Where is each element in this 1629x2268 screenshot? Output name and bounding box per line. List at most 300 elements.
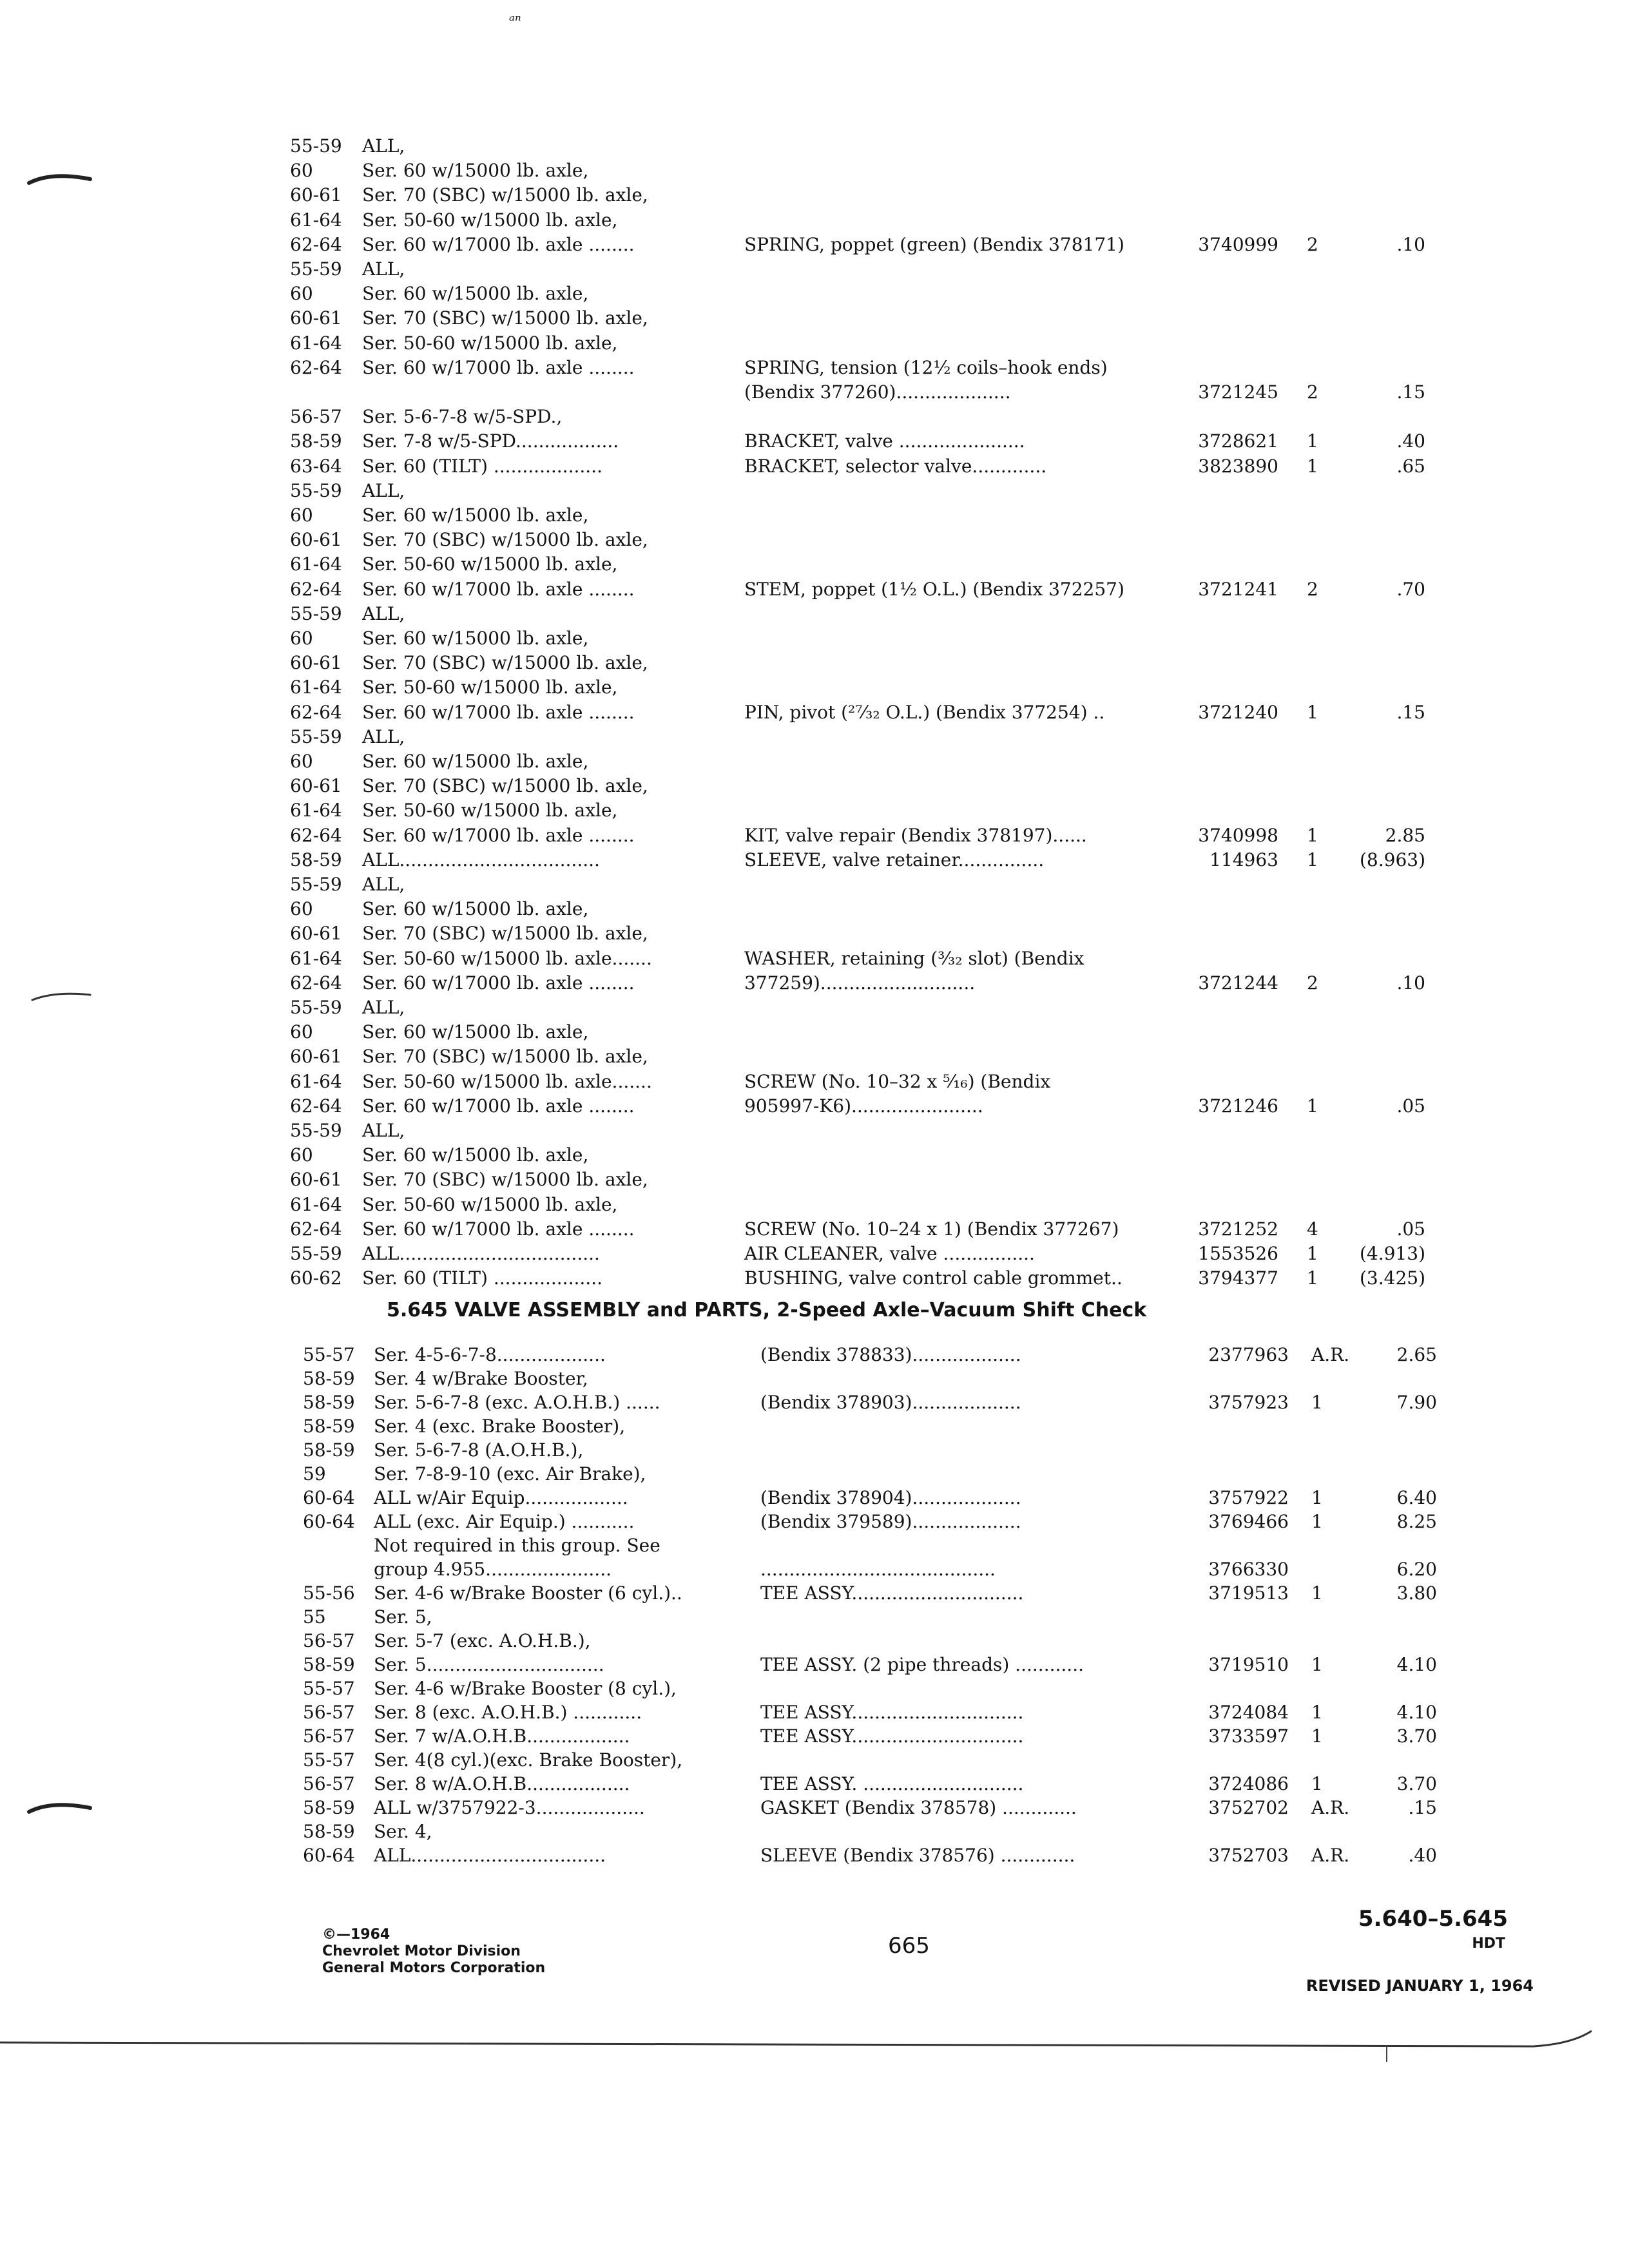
copyright-block [322, 1927, 545, 1977]
model-year: 60-61 [290, 652, 342, 674]
series-application: ALL w/Air Equip.................. [374, 1487, 628, 1508]
price: (3.425) [1359, 1267, 1425, 1289]
price: 3.80 [1396, 1582, 1437, 1604]
table-row [0, 626, 1629, 651]
quantity: 1 [1307, 849, 1318, 870]
model-year: 60 [290, 505, 313, 526]
part-number: 114963 [1210, 849, 1278, 870]
series-application: ALL.................................. [374, 1845, 606, 1866]
table-row [0, 1510, 1629, 1534]
part-number: 3757922 [1208, 1487, 1289, 1508]
model-year: 56-57 [303, 1702, 355, 1723]
table-row [0, 306, 1629, 331]
part-number: 3752703 [1208, 1845, 1289, 1866]
table-row [0, 1343, 1629, 1367]
model-year: 61-64 [290, 1193, 342, 1215]
model-year: 61-64 [290, 800, 342, 822]
table-row [0, 1581, 1629, 1606]
table-row [0, 774, 1629, 798]
part-number: 3724086 [1208, 1773, 1289, 1794]
table-row [0, 1414, 1629, 1439]
table-row [0, 552, 1629, 577]
model-year: 58-59 [303, 1654, 355, 1675]
series-application: ALL, [362, 726, 405, 747]
section-range: 5.640–5.645 [1358, 1906, 1508, 1932]
quantity: 1 [1311, 1392, 1323, 1413]
quantity: 1 [1307, 824, 1318, 846]
table-row [0, 503, 1629, 528]
series-application: ALL, [362, 997, 405, 1018]
part-description: 377259)........................... [744, 972, 976, 994]
table-row [0, 897, 1629, 921]
series-application: Ser. 70 (SBC) w/15000 lb. axle, [362, 923, 648, 945]
table-row [0, 1020, 1629, 1044]
part-number: 3721246 [1198, 1095, 1278, 1117]
table-row [0, 1462, 1629, 1486]
price: .10 [1396, 972, 1425, 994]
model-year: 55-57 [303, 1678, 355, 1699]
model-year: 60 [290, 898, 313, 920]
series-application: Ser. 7 w/A.O.H.B.................. [374, 1725, 630, 1747]
part-number: 3721244 [1198, 972, 1278, 994]
price: .15 [1396, 701, 1425, 723]
price: .65 [1396, 455, 1425, 477]
table-row [0, 1629, 1629, 1653]
price: 2.65 [1396, 1344, 1437, 1365]
model-year: 60-64 [303, 1487, 355, 1508]
model-year: 63-64 [290, 455, 342, 477]
table-row [0, 700, 1629, 725]
table-row [0, 331, 1629, 356]
model-year: 56-57 [303, 1725, 355, 1747]
quantity: 2 [1307, 578, 1318, 600]
series-application: Ser. 60 w/15000 lb. axle, [362, 898, 589, 920]
series-application: Ser. 50-60 w/15000 lb. axle, [362, 209, 618, 231]
model-year: 55-59 [290, 997, 342, 1018]
part-number: 3719513 [1208, 1582, 1289, 1604]
table-row [0, 947, 1629, 971]
part-description: BUSHING, valve control cable grommet.. [744, 1267, 1123, 1289]
series-application: Ser. 5-6-7-8 (exc. A.O.H.B.) ...... [374, 1392, 660, 1413]
model-year: 55 [303, 1606, 326, 1628]
series-application: ALL................................... [362, 849, 600, 870]
price: 6.40 [1396, 1487, 1437, 1508]
series-application: Ser. 5-6-7-8 w/5-SPD., [362, 406, 563, 428]
part-description: (Bendix 379589)................... [760, 1511, 1021, 1532]
model-year: 55-56 [303, 1582, 355, 1604]
table-row [0, 725, 1629, 749]
part-description: AIR CLEANER, valve ................ [744, 1243, 1035, 1264]
series-application: Ser. 4-5-6-7-8................... [374, 1344, 606, 1365]
series-application: Ser. 5............................... [374, 1654, 604, 1675]
quantity: 1 [1307, 1095, 1318, 1117]
table-row [0, 1193, 1629, 1217]
model-year: 62-64 [290, 1218, 342, 1240]
table-row [0, 651, 1629, 675]
series-application: Ser. 60 (TILT) ................... [362, 1267, 602, 1289]
model-year: 59 [303, 1463, 326, 1485]
part-description: STEM, poppet (1½ O.L.) (Bendix 372257) [744, 578, 1124, 600]
part-number: 3794377 [1198, 1267, 1278, 1289]
model-year: 60-61 [290, 1046, 342, 1068]
model-year: 58-59 [303, 1368, 355, 1389]
part-description: TEE ASSY.............................. [760, 1582, 1024, 1604]
price: 3.70 [1396, 1773, 1437, 1794]
top-stray-mark: ᵃⁿ [509, 12, 521, 30]
series-application: Ser. 8 w/A.O.H.B.................. [374, 1773, 630, 1794]
series-application: Not required in this group. See [374, 1535, 660, 1556]
part-number: 3823890 [1198, 455, 1278, 477]
series-application: Ser. 60 w/17000 lb. axle ........ [362, 824, 635, 846]
copyright-line: ©—1964 [322, 1927, 390, 1943]
series-application: ALL, [362, 135, 405, 157]
series-application: Ser. 60 (TILT) ................... [362, 455, 602, 477]
series-application: Ser. 50-60 w/15000 lb. axle, [362, 553, 618, 575]
series-application: ALL, [362, 1120, 405, 1141]
table-row [0, 1367, 1629, 1391]
series-application: ALL, [362, 479, 405, 501]
table-row [0, 798, 1629, 823]
price: .40 [1408, 1845, 1437, 1866]
model-year: 58-59 [303, 1416, 355, 1437]
table-row [0, 282, 1629, 306]
quantity: A.R. [1311, 1845, 1350, 1866]
model-year: 60-61 [290, 1169, 342, 1191]
table-row [0, 749, 1629, 774]
table-row [0, 1044, 1629, 1069]
part-number: 3721252 [1198, 1218, 1278, 1240]
model-year: 62-64 [290, 233, 342, 255]
section-heading: 5.645 VALVE ASSEMBLY and PARTS, 2-Speed Axle–Vacuum Shift Check [387, 1299, 1147, 1321]
table-row [0, 1605, 1629, 1629]
series-application: Ser. 5-6-7-8 (A.O.H.B.), [374, 1439, 584, 1461]
table-row [0, 1820, 1629, 1844]
table-row [0, 257, 1629, 282]
quantity: 2 [1307, 233, 1318, 255]
series-application: Ser. 60 w/15000 lb. axle, [362, 1144, 589, 1166]
series-application: Ser. 4 (exc. Brake Booster), [374, 1416, 626, 1437]
part-description: KIT, valve repair (Bendix 378197)...... [744, 824, 1087, 846]
table-row [0, 380, 1629, 405]
part-description: TEE ASSY.............................. [760, 1702, 1024, 1723]
table-row [0, 1438, 1629, 1463]
model-year: 60 [290, 160, 313, 182]
part-number: 2377963 [1208, 1344, 1289, 1365]
table-row [0, 848, 1629, 872]
series-application: Ser. 50-60 w/15000 lb. axle, [362, 332, 618, 354]
series-application: Ser. 4, [374, 1821, 432, 1842]
price: .15 [1396, 381, 1425, 403]
model-year: 58-59 [303, 1821, 355, 1842]
table-row [0, 1700, 1629, 1725]
part-number: 3733597 [1208, 1725, 1289, 1747]
quantity: 1 [1311, 1725, 1323, 1747]
part-number: 3769466 [1208, 1511, 1289, 1532]
model-year: 60 [290, 1144, 313, 1166]
series-application: Ser. 7-8 w/5-SPD.................. [362, 430, 619, 452]
model-year: 55-59 [290, 874, 342, 895]
series-application: Ser. 60 w/15000 lb. axle, [362, 160, 589, 182]
table-row [0, 183, 1629, 207]
series-application: Ser. 4-6 w/Brake Booster (8 cyl.), [374, 1678, 677, 1699]
section-code: HDT [1472, 1936, 1505, 1952]
part-number: 3724084 [1208, 1702, 1289, 1723]
part-number: 3766330 [1208, 1559, 1289, 1580]
series-application: Ser. 60 w/15000 lb. axle, [362, 628, 589, 649]
quantity: 2 [1307, 381, 1318, 403]
model-year: 60 [290, 751, 313, 772]
model-year: 55-57 [303, 1344, 355, 1365]
price: (4.913) [1359, 1243, 1425, 1264]
model-year: 55-59 [290, 602, 342, 624]
series-application: Ser. 5-7 (exc. A.O.H.B.), [374, 1630, 591, 1651]
corporation-line: General Motors Corporation [322, 1960, 546, 1976]
bottom-rule [0, 2022, 1629, 2067]
model-year: 62-64 [290, 824, 342, 846]
series-application: Ser. 60 w/15000 lb. axle, [362, 283, 589, 305]
price: .15 [1408, 1797, 1437, 1818]
table-row [0, 454, 1629, 479]
quantity: A.R. [1311, 1344, 1350, 1365]
part-number: 3719510 [1208, 1654, 1289, 1675]
table-row [0, 1557, 1629, 1582]
part-description: SLEEVE (Bendix 378576) ............. [760, 1845, 1075, 1866]
model-year: 60-61 [290, 184, 342, 206]
quantity: 1 [1311, 1654, 1323, 1675]
table-row [0, 1653, 1629, 1677]
model-year: 60-61 [290, 923, 342, 945]
model-year: 58-59 [290, 430, 342, 452]
part-number: 3728621 [1198, 430, 1278, 452]
table-row [0, 1843, 1629, 1868]
model-year: 60 [290, 628, 313, 649]
table-row [0, 872, 1629, 897]
series-application: Ser. 50-60 w/15000 lb. axle....... [362, 1070, 652, 1092]
price: 8.25 [1396, 1511, 1437, 1532]
series-application: Ser. 60 w/17000 lb. axle ........ [362, 233, 635, 255]
model-year: 62-64 [290, 701, 342, 723]
series-application: Ser. 4(8 cyl.)(exc. Brake Booster), [374, 1749, 683, 1771]
part-number: 3740998 [1198, 824, 1278, 846]
table-row [0, 1796, 1629, 1820]
table-row [0, 233, 1629, 257]
price: .05 [1396, 1218, 1425, 1240]
series-application: ALL, [362, 258, 405, 280]
series-application: Ser. 60 w/17000 lb. axle ........ [362, 701, 635, 723]
part-number: 3757923 [1208, 1392, 1289, 1413]
price: 7.90 [1396, 1392, 1437, 1413]
part-description: TEE ASSY. (2 pipe threads) ............ [760, 1654, 1084, 1675]
model-year: 62-64 [290, 972, 342, 994]
model-year: 58-59 [303, 1797, 355, 1818]
part-number: 3721240 [1198, 701, 1278, 723]
table-row [0, 1390, 1629, 1415]
model-year: 55-59 [290, 1120, 342, 1141]
quantity: 1 [1311, 1702, 1323, 1723]
model-year: 60 [290, 283, 313, 305]
model-year: 62-64 [290, 1095, 342, 1117]
part-description: TEE ASSY. ............................ [760, 1773, 1024, 1794]
table-row [0, 1677, 1629, 1701]
series-application: Ser. 70 (SBC) w/15000 lb. axle, [362, 652, 648, 674]
table-row [0, 528, 1629, 552]
price: 3.70 [1396, 1725, 1437, 1747]
model-year: 55-59 [290, 258, 342, 280]
revised-date: REVISED JANUARY 1, 1964 [1306, 1977, 1534, 1995]
table-row [0, 1143, 1629, 1168]
series-application: Ser. 60 w/17000 lb. axle ........ [362, 356, 635, 378]
series-application: Ser. 70 (SBC) w/15000 lb. axle, [362, 1046, 648, 1068]
part-description: SLEEVE, valve retainer............... [744, 849, 1045, 870]
quantity: 1 [1307, 701, 1318, 723]
quantity: A.R. [1311, 1797, 1350, 1818]
model-year: 61-64 [290, 332, 342, 354]
model-year: 61-64 [290, 677, 342, 698]
part-number: 3740999 [1198, 233, 1278, 255]
model-year: 58-59 [303, 1392, 355, 1413]
table-row [0, 1242, 1629, 1266]
price: .40 [1396, 430, 1425, 452]
table-row [0, 429, 1629, 454]
series-application: Ser. 60 w/15000 lb. axle, [362, 505, 589, 526]
part-description: BRACKET, selector valve............. [744, 455, 1047, 477]
table-row [0, 405, 1629, 429]
model-year: 62-64 [290, 578, 342, 600]
price: .70 [1396, 578, 1425, 600]
publisher-line: Chevrolet Motor Division [322, 1943, 521, 1959]
price: .10 [1396, 233, 1425, 255]
table-row [0, 1266, 1629, 1291]
series-application: Ser. 60 w/15000 lb. axle, [362, 751, 589, 772]
quantity: 1 [1311, 1511, 1323, 1532]
series-application: Ser. 70 (SBC) w/15000 lb. axle, [362, 184, 648, 206]
model-year: 61-64 [290, 1070, 342, 1092]
table-row [0, 1168, 1629, 1192]
quantity: 1 [1311, 1487, 1323, 1508]
model-year: 55-57 [303, 1749, 355, 1771]
series-application: Ser. 70 (SBC) w/15000 lb. axle, [362, 307, 648, 329]
quantity: 1 [1307, 455, 1318, 477]
quantity: 2 [1307, 972, 1318, 994]
model-year: 56-57 [290, 406, 342, 428]
table-row [0, 675, 1629, 700]
series-application: group 4.955...................... [374, 1559, 612, 1580]
model-year: 60-62 [290, 1267, 342, 1289]
price: 2.85 [1385, 824, 1425, 846]
model-year: 60-61 [290, 307, 342, 329]
table-row [0, 134, 1629, 159]
series-application: Ser. 50-60 w/15000 lb. axle....... [362, 947, 652, 969]
table-row [0, 1486, 1629, 1510]
table-row [0, 1748, 1629, 1773]
table-row [0, 602, 1629, 626]
quantity: 1 [1311, 1582, 1323, 1604]
series-application: Ser. 60 w/15000 lb. axle, [362, 1021, 589, 1043]
series-application: Ser. 60 w/17000 lb. axle ........ [362, 1218, 635, 1240]
series-application: Ser. 60 w/17000 lb. axle ........ [362, 578, 635, 600]
model-year: 58-59 [290, 849, 342, 870]
table-row [0, 479, 1629, 503]
table-row [0, 1533, 1629, 1558]
model-year: 56-57 [303, 1773, 355, 1794]
table-row [0, 159, 1629, 183]
quantity: 1 [1307, 430, 1318, 452]
model-year: 58-59 [303, 1439, 355, 1461]
part-description: SCREW (No. 10–32 x ⁵⁄₁₆) (Bendix [744, 1070, 1051, 1092]
table-row [0, 208, 1629, 233]
part-description: TEE ASSY.............................. [760, 1725, 1024, 1747]
model-year: 55-59 [290, 726, 342, 747]
model-year: 60-64 [303, 1845, 355, 1866]
part-description: (Bendix 378904)................... [760, 1487, 1021, 1508]
model-year: 60 [290, 1021, 313, 1043]
series-application: Ser. 8 (exc. A.O.H.B.) ............ [374, 1702, 642, 1723]
series-application: ALL (exc. Air Equip.) ........... [374, 1511, 635, 1532]
part-description: BRACKET, valve ...................... [744, 430, 1025, 452]
series-application: Ser. 70 (SBC) w/15000 lb. axle, [362, 1169, 648, 1191]
model-year: 61-64 [290, 947, 342, 969]
model-year: 55-59 [290, 135, 342, 157]
page-number: 665 [888, 1933, 930, 1959]
table-row [0, 1724, 1629, 1749]
series-application: Ser. 60 w/17000 lb. axle ........ [362, 972, 635, 994]
quantity: 1 [1311, 1773, 1323, 1794]
model-year: 55-59 [290, 479, 342, 501]
part-description: PIN, pivot (²⁷⁄₃₂ O.L.) (Bendix 377254) .. [744, 701, 1105, 723]
series-application: ALL w/3757922-3................... [374, 1797, 645, 1818]
table-row [0, 1217, 1629, 1242]
series-application: Ser. 50-60 w/15000 lb. axle, [362, 677, 618, 698]
table-row [0, 1119, 1629, 1143]
part-number: 3721241 [1198, 578, 1278, 600]
price: .05 [1396, 1095, 1425, 1117]
model-year: 62-64 [290, 356, 342, 378]
part-description: (Bendix 378833)................... [760, 1344, 1021, 1365]
series-application: ALL, [362, 602, 405, 624]
table-row [0, 1070, 1629, 1094]
model-year: 60-64 [303, 1511, 355, 1532]
part-number: 3721245 [1198, 381, 1278, 403]
series-application: Ser. 5, [374, 1606, 432, 1628]
table-row [0, 577, 1629, 602]
table-row [0, 921, 1629, 946]
model-year: 61-64 [290, 209, 342, 231]
series-application: Ser. 50-60 w/15000 lb. axle, [362, 800, 618, 822]
series-application: Ser. 60 w/17000 lb. axle ........ [362, 1095, 635, 1117]
part-description: SCREW (No. 10–24 x 1) (Bendix 377267) [744, 1218, 1119, 1240]
model-year: 60-61 [290, 775, 342, 797]
series-application: Ser. 4-6 w/Brake Booster (6 cyl.).. [374, 1582, 682, 1604]
model-year: 60-61 [290, 529, 342, 551]
part-description: GASKET (Bendix 378578) ............. [760, 1797, 1077, 1818]
series-application: Ser. 50-60 w/15000 lb. axle, [362, 1193, 618, 1215]
part-description: ......................................... [760, 1559, 996, 1580]
model-year: 55-59 [290, 1243, 342, 1264]
part-number: 3752702 [1208, 1797, 1289, 1818]
model-year: 61-64 [290, 553, 342, 575]
part-description: (Bendix 378903)................... [760, 1392, 1021, 1413]
part-number: 1553526 [1198, 1243, 1278, 1264]
price: 4.10 [1396, 1654, 1437, 1675]
part-description: WASHER, retaining (³⁄₃₂ slot) (Bendix [744, 947, 1084, 969]
price: 6.20 [1396, 1559, 1437, 1580]
series-application: Ser. 7-8-9-10 (exc. Air Brake), [374, 1463, 646, 1485]
series-application: Ser. 4 w/Brake Booster, [374, 1368, 588, 1389]
series-application: Ser. 70 (SBC) w/15000 lb. axle, [362, 529, 648, 551]
quantity: 4 [1307, 1218, 1318, 1240]
table-row [0, 356, 1629, 380]
table-row [0, 823, 1629, 848]
